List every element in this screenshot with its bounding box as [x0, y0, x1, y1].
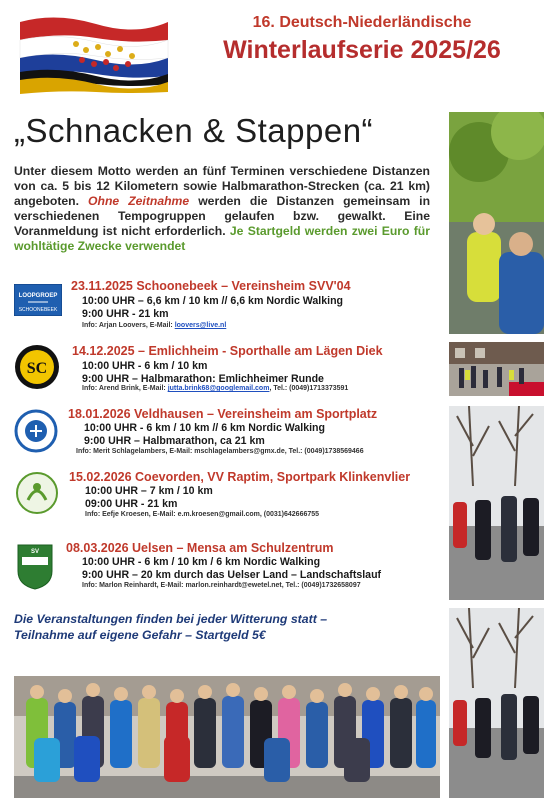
event-time-line1: 10:00 UHR - 6 km / 10 km / 6 km Nordic Walking [82, 556, 321, 568]
event-time-line2: 09:00 UHR - 21 km [85, 498, 178, 510]
event-info-text: Info: Arjan Loovers, E-Mail: [82, 322, 173, 329]
photo-group-runners [14, 676, 440, 798]
intro-paragraph [14, 164, 430, 254]
svg-text:SCHOONEBEEK: SCHOONEBEEK [18, 307, 58, 313]
event-time-line1: 10:00 UHR - 6 km / 10 km // 6 km Nordic Walking [84, 422, 325, 434]
series-title-heading: Winterlaufserie 2025/26 [223, 36, 501, 64]
event-time-line2: 9:00 UHR – 20 km durch das Uelser Land – Landschaftslauf [82, 569, 382, 581]
event-time-line2: 9:00 UHR - 21 km [82, 308, 169, 320]
intro-text-part1: Unter diesem Motto werden an fünf Terminen verschiedene Distanzen von ca. 5 bis 12 Kilometern sowie Halbmarathon-Strecken (ca. 21 km) angeboten. [14, 164, 430, 208]
svg-text:LOOPGROEP: LOOPGROEP [18, 293, 58, 299]
series-edition-heading: 16. Deutsch-Niederländische [252, 14, 472, 31]
event-info: Info: Marlon Reinhardt, E-Mail: marlon.reinhardt@ewetel.net, Tel.: (0049)1732658097 [82, 582, 361, 589]
svg-text:SV: SV [30, 549, 40, 555]
event-title: 08.03.2026 Uelsen – Mensa am Schulzentrum [66, 541, 334, 555]
event-emlichheim [14, 344, 444, 404]
event-info-text: Info: Arend Brink, E-Mail: [82, 385, 166, 392]
intro-highlight-charity: Je Startgeld werden zwei Euro für wohltätige Zwecke verwendet [14, 224, 430, 253]
event-time-line2: 9:00 UHR – Halbmarathon: Emlichheimer Runde [82, 373, 324, 385]
svg-text:SC: SC [26, 360, 48, 377]
event-time-line1: 10:00 UHR – 6,6 km / 10 km // 6,6 km Nordic Walking [82, 295, 344, 307]
event-info: Info: Eefje Kroesen, E-Mail: e.m.kroesen@gmail.com, (0031)642666755 [85, 511, 320, 518]
photo-winter-run-2 [449, 608, 544, 798]
event-info-email-link[interactable]: jutta.brink68@googlemail.com [167, 385, 270, 392]
page-title: „Schnacken & Stappen“ [14, 112, 374, 149]
event-veldhausen [14, 407, 444, 467]
event-coevorden [14, 470, 444, 530]
event-time-line1: 10:00 UHR – 7 km / 10 km [85, 485, 213, 497]
event-time-line1: 10:00 UHR - 6 km / 10 km [82, 360, 208, 372]
event-info: Info: Merit Schlagelambers, E-Mail: mschlagelambers@gmx.de, Tel.: (0049)1738569466 [76, 448, 364, 455]
event-schoonebeek [14, 279, 444, 342]
closing-line2: Teilnahme auf eigene Gefahr – Startgeld 5€ [14, 628, 266, 642]
closing-note [14, 611, 434, 643]
event-info-phone: , Tel.: (0049)1713373591 [269, 385, 349, 392]
loopgroep-schoonebeek-logo-icon [14, 284, 62, 316]
event-title: 18.01.2026 Veldhausen – Vereinsheim am Sportplatz [68, 407, 378, 421]
intro-text-part2: werden die Distanzen gemeinsam in verschiedenen Tempogruppen gelaufen bzw. gewalkt. Eine Voranmeldung ist nicht erforderlich. [14, 194, 431, 238]
event-title: 14.12.2025 – Emlichheim - Sporthalle am Lägen Diek [72, 344, 383, 358]
sv-olympia-uelsen-logo-icon [14, 541, 56, 591]
photo-runners-autumn [449, 112, 544, 334]
event-title: 23.11.2025 Schoonebeek – Vereinsheim SVV'04 [71, 279, 351, 293]
photo-winter-run-1 [449, 406, 544, 600]
loopgroep-coevorden-logo-icon [14, 470, 60, 516]
sc-emlichheim-logo-icon [14, 344, 60, 390]
intro-highlight-no-timing: Ohne Zeitnahme [88, 194, 190, 208]
event-uelsen [14, 541, 444, 601]
event-info [82, 322, 226, 329]
event-info [82, 385, 348, 392]
sportverein-veldhausen-logo-icon [14, 409, 58, 453]
event-info-email-link[interactable]: loovers@live.nl [174, 322, 227, 329]
photo-sporthalle-start [449, 342, 544, 396]
closing-line1: Die Veranstaltungen finden bei jeder Witterung statt – [14, 612, 328, 626]
de-nl-flag-logo-icon [16, 14, 172, 94]
event-time-line2: 9:00 UHR – Halbmarathon, ca 21 km [84, 435, 265, 447]
event-title: 15.02.2026 Coevorden, VV Raptim, Sportpark Klinkenvlier [69, 470, 411, 484]
